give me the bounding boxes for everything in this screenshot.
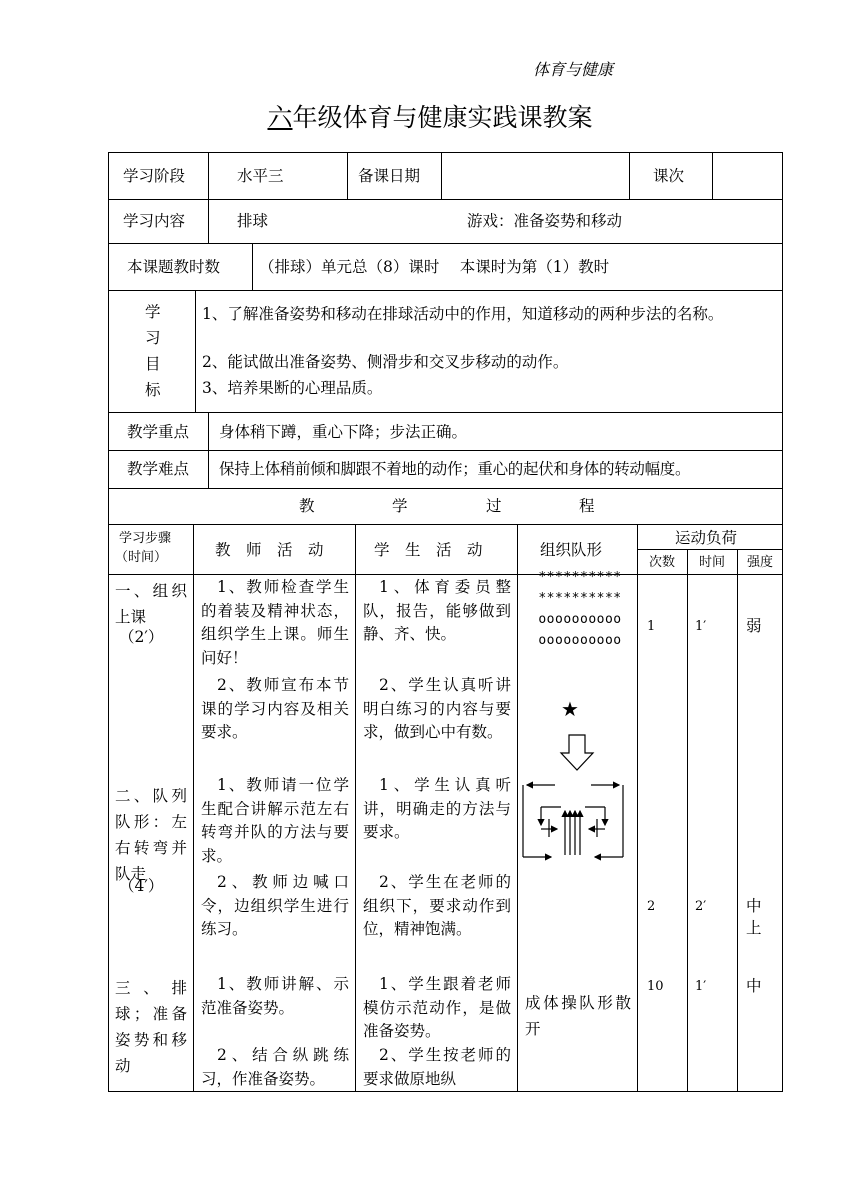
step-1-time: （2′） — [119, 628, 164, 646]
key-point-value: 身体稍下蹲，重心下降；步法正确。 — [219, 423, 468, 441]
load-time-header: 时间 — [699, 555, 726, 570]
formation-header: 组织队形 — [540, 541, 603, 559]
student-activity: 2、学生认真听讲明白练习的内容与要求，做到心中有数。 — [363, 676, 511, 741]
load-time: 2′ — [695, 899, 707, 914]
student-activity: 1、学生跟着老师模仿示范动作，是做准备姿势。 — [363, 975, 511, 1040]
load-intensity: 中上 — [746, 897, 762, 937]
march-formation-diagram-icon — [519, 775, 629, 861]
student-header: 学 生 活 动 — [374, 541, 483, 559]
load-header: 运动负荷 — [675, 529, 738, 547]
student-activity: 1、学生认真听讲，明确走的方法与要求。 — [363, 776, 511, 841]
load-count: 2 — [647, 899, 656, 914]
formation-row: ********** — [538, 591, 622, 606]
teacher-activity: 2、教师边喊口令，边组织学生进行练习。 — [201, 873, 349, 938]
load-time: 1′ — [695, 979, 707, 994]
title-first-char: 六 — [267, 103, 293, 132]
load-time: 1′ — [695, 619, 707, 634]
content-value: 排球 — [237, 212, 269, 230]
hours-label: 本课题教时数 — [127, 258, 221, 276]
step-time-header: （时间） — [115, 550, 168, 565]
formation-text: 成体操队形散开 — [525, 994, 631, 1038]
objectives-label-4: 标 — [145, 381, 161, 399]
objective-item: 1、了解准备姿势和移动在排球活动中的作用，知道移动的两种步法的名称。 — [202, 305, 724, 323]
teacher-header: 教 师 活 动 — [215, 541, 324, 559]
load-count: 10 — [647, 979, 664, 994]
formation-row: oooooooooo — [538, 612, 622, 627]
process-title-char: 教 — [299, 497, 315, 515]
load-intensity-header: 强度 — [747, 555, 774, 570]
lesson-plan-table — [108, 152, 783, 1092]
objectives-label-1: 学 — [145, 303, 161, 321]
objectives-label-3: 目 — [145, 355, 161, 373]
process-title-char: 过 — [486, 497, 502, 515]
title-rest: 年级体育与健康实践课教案 — [292, 103, 593, 132]
step-header: 学习步骤 — [119, 531, 172, 546]
session-label: 课次 — [653, 167, 685, 185]
teacher-activity: 1、教师检查学生的着装及精神状态，组织学生上课。师生问好！ — [201, 578, 349, 667]
down-arrow-icon — [557, 733, 597, 773]
stage-label: 学习阶段 — [123, 167, 186, 185]
process-title-char: 学 — [392, 497, 408, 515]
step-2-time: （4′） — [119, 877, 164, 895]
teacher-activity: 2、结合纵跳练习，作准备姿势。 — [201, 1046, 349, 1088]
key-point-label: 教学重点 — [127, 423, 190, 441]
formation-grid — [519, 567, 641, 651]
objective-item: 3、培养果断的心理品质。 — [202, 379, 383, 397]
difficulty-label: 教学难点 — [127, 460, 190, 478]
game-value: 游戏：准备姿势和移动 — [467, 212, 623, 230]
teacher-activity: 1、教师讲解、示范准备姿势。 — [201, 975, 349, 1017]
teacher-activity: 2、教师宣布本节课的学习内容及相关要求。 — [201, 676, 349, 741]
process-title-char: 程 — [579, 497, 595, 515]
student-activity: 2、学生按老师的要求做原地纵 — [363, 1046, 511, 1088]
step-2: 二、队列队形：左右转弯并队走 — [115, 787, 187, 883]
objective-item: 2、能试做出准备姿势、侧滑步和交叉步移动的动作。 — [202, 353, 569, 371]
teacher-activity: 1、教师请一位学生配合讲解示范左右转弯并队的方法与要求。 — [201, 776, 349, 865]
teacher-position-star-icon: ★ — [561, 697, 579, 721]
content-label: 学习内容 — [123, 212, 186, 230]
page-title — [0, 98, 860, 134]
step-1: 一、组织上课 — [115, 582, 187, 626]
student-activity: 1、体育委员整队，报告，能够做到静、齐、快。 — [363, 578, 511, 643]
formation-row: oooooooooo — [538, 633, 622, 648]
stage-value: 水平三 — [237, 167, 284, 185]
date-label: 备课日期 — [358, 167, 421, 185]
objectives-label-2: 习 — [145, 329, 161, 347]
hours-value: （排球）单元总（8）课时 本课时为第（1）教时 — [259, 258, 610, 276]
step-3: 三、排球；准备姿势和移动 — [115, 979, 187, 1075]
load-count-header: 次数 — [649, 555, 676, 570]
load-count: 1 — [647, 619, 656, 634]
load-intensity: 中 — [746, 977, 762, 995]
student-activity: 2、学生在老师的组织下，要求动作到位，精神饱满。 — [363, 873, 511, 938]
formation-row: ********** — [538, 570, 622, 585]
page-header: 体育与健康 — [533, 60, 614, 79]
difficulty-value: 保持上体稍前倾和脚跟不着地的动作；重心的起伏和身体的转动幅度。 — [219, 460, 691, 478]
load-intensity: 弱 — [746, 617, 762, 635]
